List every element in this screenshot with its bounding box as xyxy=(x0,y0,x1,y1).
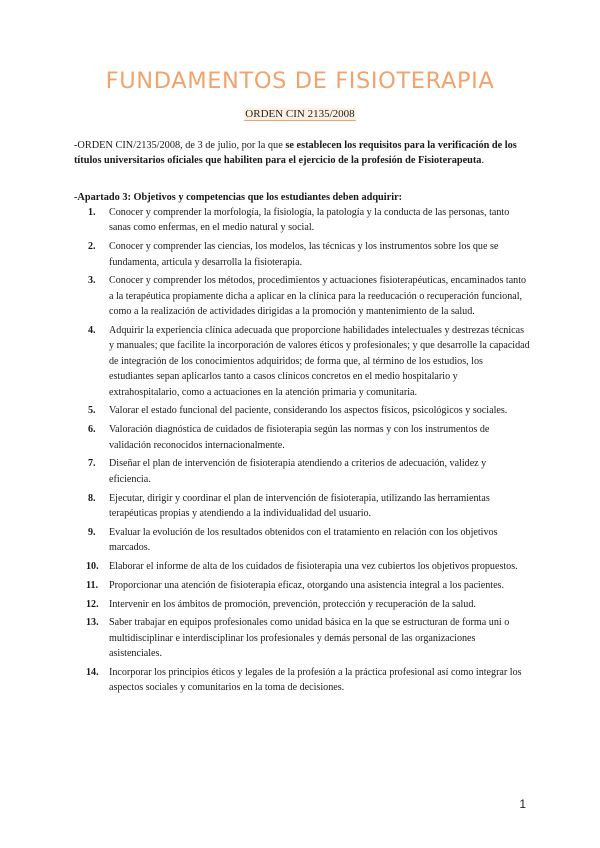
item-number: 10. xyxy=(86,561,99,573)
item-text: Proporcionar una atención de fisioterapia eficaz, otorgando una asistencia integral a los pacientes. xyxy=(109,579,504,591)
list-item xyxy=(74,456,530,487)
item-number: 12. xyxy=(86,598,99,610)
list-item xyxy=(74,578,530,593)
document-title: FUNDAMENTOS DE FISIOTERAPIA xyxy=(105,68,495,94)
list-item xyxy=(74,525,530,556)
intro-end: . xyxy=(481,155,485,167)
competencies-list xyxy=(74,205,530,699)
list-item xyxy=(74,273,530,319)
item-text: Conocer y comprender los métodos, procedimientos y actuaciones fisioterapéuticas, encaminados tanto a la terapéutica propiamente dicha a aplicar en la clínica para la reeducación o recuperación funcional, como a la realización de actividades dirigidas a la promoción y mantenimiento de la salud. xyxy=(109,275,527,318)
list-item xyxy=(74,597,530,612)
intro-bold: se establecen los requisitos para la verificación de los títulos universitarios oficiales que habiliten para el ejercicio de la profesión de Fisioterapeuta xyxy=(74,140,517,167)
item-number: 11. xyxy=(86,579,99,591)
list-item xyxy=(74,205,530,236)
item-text: Elaborar el informe de alta de los cuidados de fisioterapia una vez cubiertos los objetivos propuestos. xyxy=(109,561,518,573)
item-number: 13. xyxy=(86,617,99,629)
item-text: Saber trabajar en equipos profesionales como unidad básica en la que se estructuran de forma uni o multidisciplinar e interdisciplinar los profesionales y demás personal de las organizaciones asistenciales. xyxy=(109,617,510,660)
subtitle-text: ORDEN CIN 2135/2008 xyxy=(245,108,355,120)
intro-plain: -ORDEN CIN/2135/2008, de 3 de julio, por la que xyxy=(74,140,286,151)
item-text: Conocer y comprender la morfología, la fisiología, la patología y la conducta de las personas, tanto sanas como enfermas, en el medio natural y social. xyxy=(109,207,510,234)
document-subtitle xyxy=(0,108,600,120)
list-item xyxy=(74,239,530,270)
item-text: Evaluar la evolución de los resultados obtenidos con el tratamiento en relación con los objetivos marcados. xyxy=(109,526,498,554)
list-item xyxy=(74,422,530,453)
list-item xyxy=(74,323,530,400)
intro-paragraph xyxy=(74,138,528,169)
item-text: Incorporar los principios éticos y legales de la profesión a la práctica profesional así como integrar los aspectos sociales y comunitarios en la toma de decisiones. xyxy=(109,667,522,694)
item-number: 14. xyxy=(86,667,99,679)
item-number: 7. xyxy=(88,458,96,470)
list-item xyxy=(74,403,530,418)
section-heading: -Apartado 3: Objetivos y competencias que los estudiantes deben adquirir: xyxy=(74,192,403,203)
page-number: 1 xyxy=(519,797,526,811)
item-number: 4. xyxy=(88,325,96,337)
item-number: 9. xyxy=(88,526,96,538)
item-text: Valoración diagnóstica de cuidados de fisioterapia según las normas y con los instrumentos de validación reconocidos internacionalmente. xyxy=(109,424,490,451)
item-number: 8. xyxy=(88,492,96,504)
list-item xyxy=(74,491,530,522)
item-number: 2. xyxy=(88,241,96,253)
list-item xyxy=(74,615,530,661)
item-text: Conocer y comprender las ciencias, los modelos, las técnicas y los instrumentos sobre los que se fundamenta, articula y desarrolla la fisioterapia. xyxy=(109,241,499,268)
list-item xyxy=(74,559,530,574)
item-number: 6. xyxy=(88,424,96,436)
item-text: Valorar el estado funcional del paciente, considerando los aspectos físicos, psicológicos y sociales. xyxy=(109,405,508,417)
list-item xyxy=(74,665,530,696)
item-text: Ejecutar, dirigir y coordinar el plan de intervención de fisioterapia, utilizando las herramientas terapéuticas propias y atendiendo a la individualidad del usuario. xyxy=(109,492,490,520)
item-text: Intervenir en los ámbitos de promoción, prevención, protección y recuperación de la salud. xyxy=(109,598,476,610)
item-text: Adquirir la experiencia clínica adecuada que proporcione habilidades intelectuales y destrezas técnicas y manuales; que facilite la incorporación de valores éticos y profesionales; y que desarrolle la capacidad de integración de los conocimientos adquiridos; de forma que, al término de los estudios, los estudiantes sepan aplicarlos tanto a casos clínicos concretos en el medio hospitalario y extrahospitalario, como a actuaciones en la atención primaria y comunitaria. xyxy=(109,325,530,398)
item-number: 5. xyxy=(88,405,96,417)
item-number: 1. xyxy=(88,207,96,218)
item-text: Diseñar el plan de intervención de fisioterapia atendiendo a criterios de adecuación, validez y eficiencia. xyxy=(109,458,487,485)
item-number: 3. xyxy=(88,275,96,287)
